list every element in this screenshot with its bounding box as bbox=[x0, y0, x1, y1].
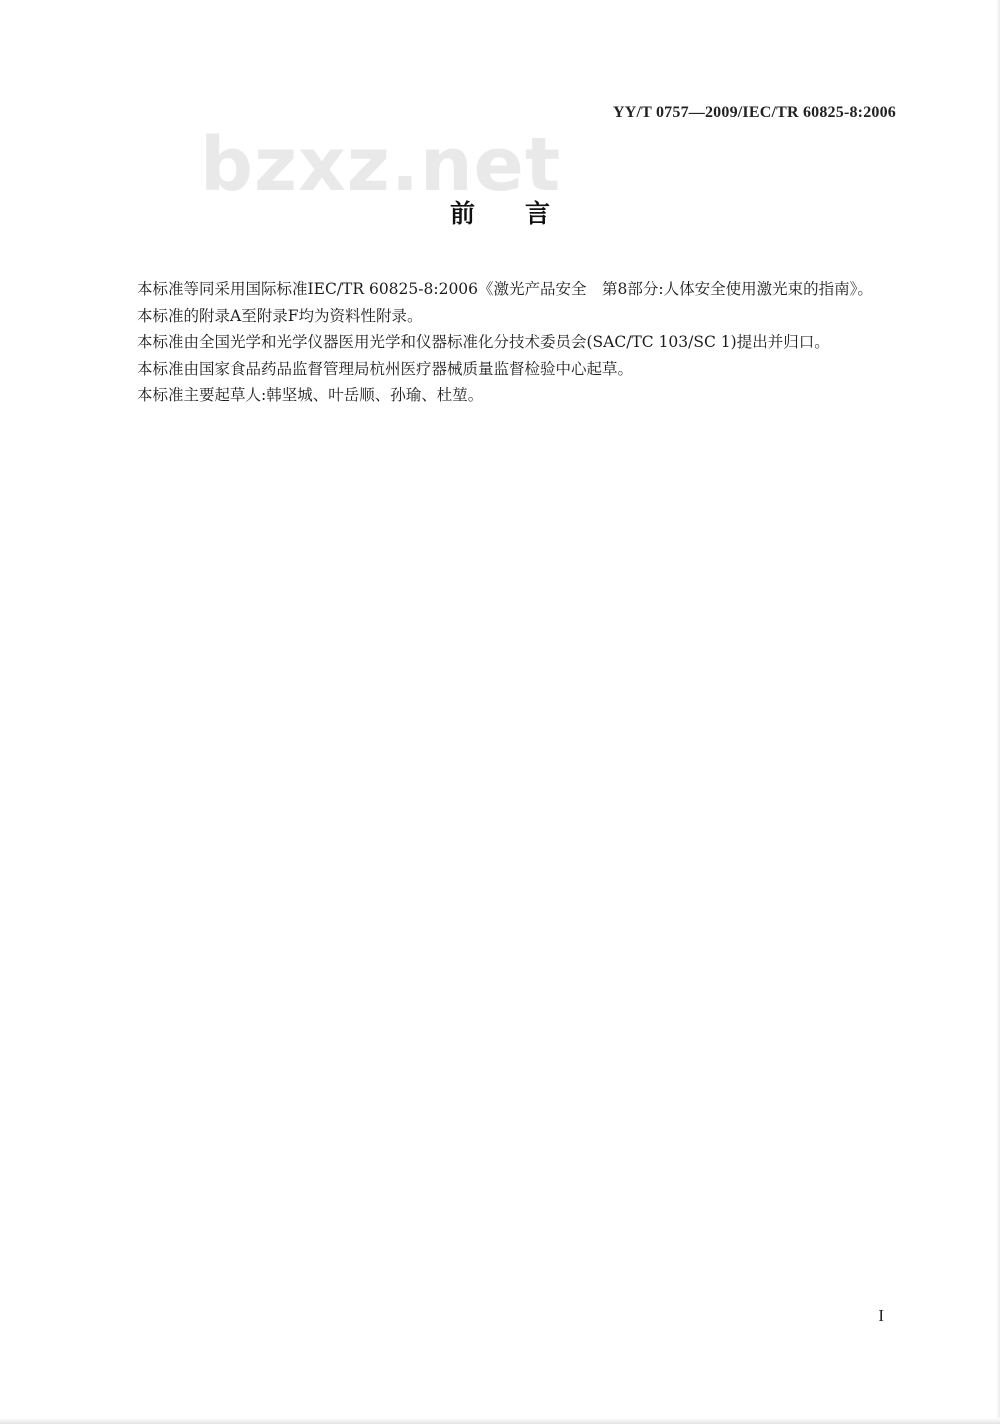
watermark: bzxz.net bbox=[200, 122, 562, 208]
page-title: 前言 bbox=[449, 199, 600, 228]
page-number: I bbox=[878, 1306, 884, 1325]
paragraph-annexes: 本标准的附录A至附录F均为资料性附录。 bbox=[137, 306, 423, 325]
standard-number: YY/T 0757—2009/IEC/TR 60825-8:2006 bbox=[613, 104, 896, 121]
paragraph-drafting-unit: 本标准由国家食品药品监督管理局杭州医疗器械质量监督检验中心起草。 bbox=[137, 359, 634, 378]
paragraph-drafters: 本标准主要起草人:韩坚城、叶岳顺、孙瑜、杜堃。 bbox=[137, 386, 484, 404]
body-text bbox=[106, 276, 898, 409]
page-edge-shadow-right bbox=[996, 0, 1000, 1424]
paragraph-adoption: 本标准等同采用国际标准IEC/TR 60825-8:2006《激光产品安全 第8部分:人体安全使用激光束的指南》。 bbox=[137, 280, 873, 298]
page-edge-shadow-bottom bbox=[0, 1418, 1000, 1424]
paragraph-proposer: 本标准由全国光学和光学仪器医用光学和仪器标准化分技术委员会(SAC/TC 103/SC 1)提出并归口。 bbox=[137, 333, 830, 351]
